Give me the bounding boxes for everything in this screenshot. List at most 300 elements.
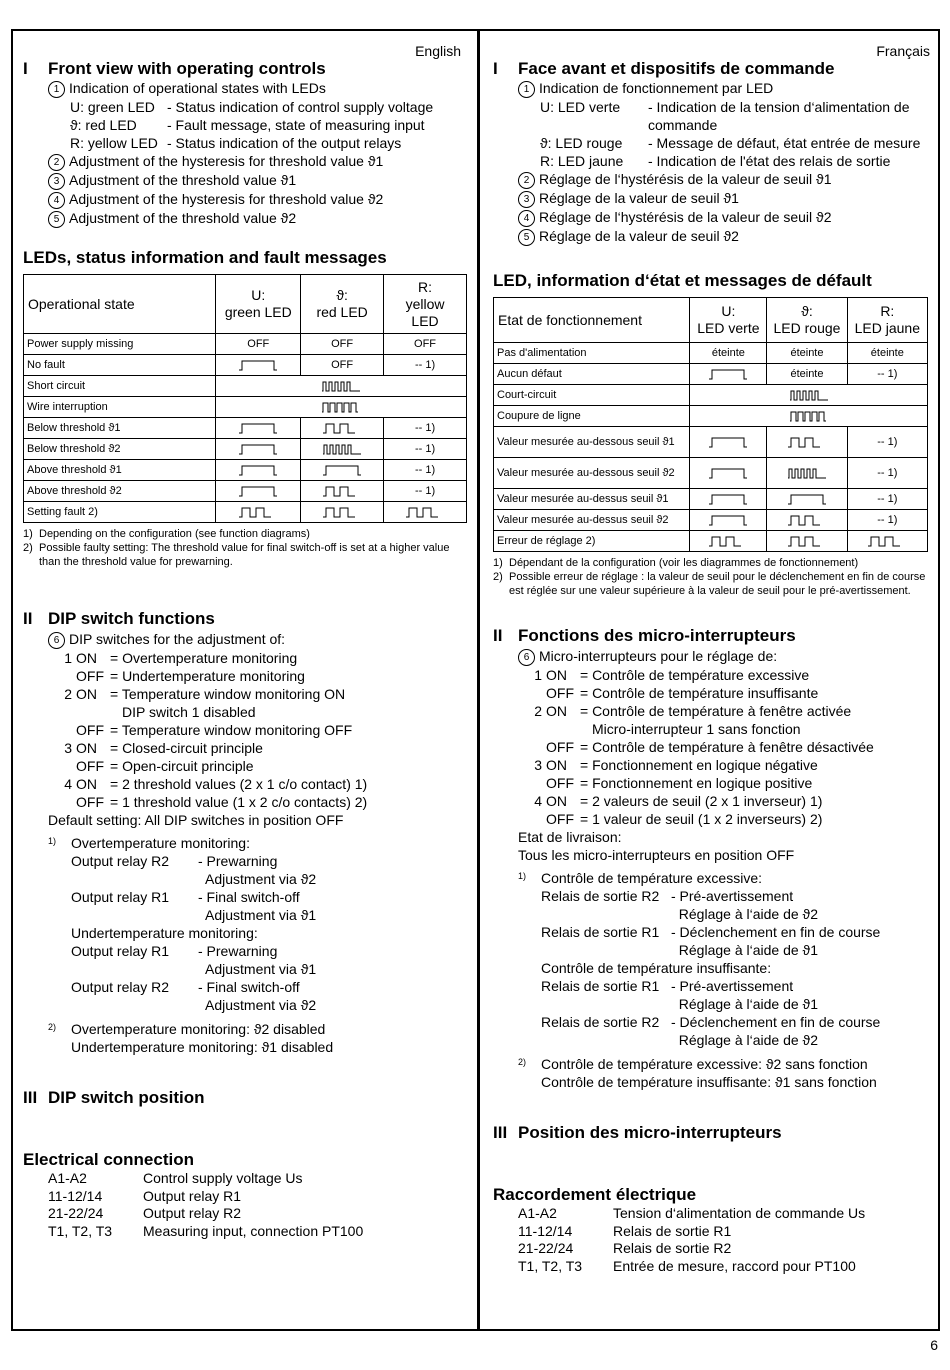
item-number-badge: 6 [518,649,535,666]
dip-state: ON [546,667,567,683]
note-text: Overtemperature monitoring: ϑ2 disabled [71,1021,326,1037]
table-row [24,418,467,439]
combined-led-cell [690,406,928,427]
footnote [23,527,467,541]
dip-number: 3 [534,757,542,773]
dip-meaning: = Contrôle de température excessive [580,667,810,683]
item-text: Réglage de l‘hystérésis de la valeur de seuil ϑ1 [539,171,832,187]
note-2-line: Contrôle de température insuffisante: ϑ1 sans fonction [541,1074,877,1090]
led-status-table [493,297,928,552]
dip-state: ON [546,757,567,773]
terminal-function: Control supply voltage Us [143,1170,303,1186]
control-item [493,189,928,208]
terminal-id: 21-22/24 [48,1205,104,1221]
led-legend-row [23,116,467,134]
item-number-badge: 3 [48,173,65,190]
dip-switch-row [493,720,928,738]
section-1-title [493,59,928,79]
led-state-cell: -- 1) [384,481,467,502]
table-header-row [24,275,467,334]
item-number-badge: 2 [48,154,65,171]
led-signal-on-icon [238,422,278,434]
relay-function: Adjustment via ϑ1 [198,961,317,977]
table-header-cell: Etat de fonctionnement [494,298,690,343]
section-title-text: Face avant et dispositifs de commande [518,59,835,78]
led-signal-on-icon [708,467,748,479]
relay-name: Output relay R1 [71,889,170,905]
item-text: Adjustment of the hysteresis for threshold value ϑ2 [69,191,384,207]
terminal-id: 11-12/14 [518,1222,573,1239]
state-label-cell: Below threshold ϑ2 [24,439,216,460]
dip-meaning: = Fonctionnement en logique positive [580,775,813,791]
item-number-badge: 5 [518,229,535,246]
relay-row [493,905,928,923]
page-number: 6 [930,1337,938,1353]
led-signal-blink-icon [867,535,907,547]
footnote-text: Depending on the configuration (see function diagrams) [39,528,310,540]
led-state-cell: -- 1) [384,439,467,460]
dip-intro [23,630,467,649]
terminal-function: Relais de sortie R1 [613,1222,732,1239]
table-row [494,531,928,552]
state-label-cell: Pas d'alimentation [494,343,690,364]
table-header-cell: R: LED jaune [847,298,927,343]
control-item [493,170,928,189]
led-signal-fast-icon [322,443,362,455]
state-label-cell: Aucun défaut [494,364,690,385]
dip-state [546,720,580,738]
table-footnotes [23,527,467,569]
relay-row [23,906,467,924]
relay-name: Output relay R2 [71,979,170,995]
relay-row [23,870,467,888]
relay-name [541,941,671,959]
dip-number [518,684,546,702]
relay-name [541,905,671,923]
led-state-cell: OFF [301,334,384,355]
led-signal-fast-icon [321,380,361,392]
led-state-cell [216,460,301,481]
relay-function: - Prewarning [198,943,278,959]
terminal-row [493,1205,928,1223]
relay-function: - Prewarning [198,853,278,869]
led-state-cell [216,502,301,523]
dip-switch-row [493,792,928,810]
relay-row [23,852,467,870]
dip-switch-row [23,739,467,757]
relay-function: Réglage à l‘aide de ϑ2 [671,906,818,922]
led-state-cell: OFF [216,334,301,355]
section-title-text: Fonctions des micro-interrupteurs [518,626,796,645]
item-text: Adjustment of the hysteresis for threshold value ϑ1 [69,153,384,169]
led-signal-on-icon [238,443,278,455]
led-signal-blink-icon [787,514,827,526]
note-2 [493,1053,928,1073]
terminal-id: 11-12/14 [48,1187,103,1204]
led-state-cell [767,458,847,489]
led-state-cell: -- 1) [847,458,927,489]
language-label: Français [876,43,930,59]
note-text: Contrôle de température excessive: ϑ2 sans fonction [541,1056,868,1072]
dip-switch-row [23,775,467,793]
state-label-cell: Erreur de réglage 2) [494,531,690,552]
table-header-cell: R: yellow LED [384,275,467,334]
relay-row [23,978,467,996]
relay-name [541,995,671,1013]
led-signal-on-icon [708,493,748,505]
relay-function: - Final switch-off [198,979,300,995]
led-signal-on-icon [238,485,278,497]
dip-number [48,757,76,775]
relay-row [23,960,467,978]
led-state-cell [301,460,384,481]
dip-number [48,721,76,739]
item-number-badge: 3 [518,191,535,208]
item-number-badge: 6 [48,632,65,649]
led-description: - Status indication of control supply voltage [167,99,434,115]
dip-number: 4 [64,776,72,792]
table-header-cell: ϑ: red LED [301,275,384,334]
led-state-cell [216,481,301,502]
led-state-cell: -- 1) [847,427,927,458]
dip-meaning: = Open-circuit principle [110,758,254,774]
dip-switch-row [23,793,467,811]
dip-state: ON [546,793,567,809]
dip-switch-row [493,810,928,828]
default-setting: Default setting: All DIP switches in position OFF [48,812,344,828]
terminal-id: A1-A2 [518,1205,557,1221]
state-label-cell: Above threshold ϑ2 [24,481,216,502]
table-row [24,460,467,481]
dip-switch-row [493,774,928,792]
led-signal-blink-icon [238,506,278,518]
note-1-subtitle: Contrôle de température insuffisante: [541,960,772,976]
dip-state: OFF [76,794,104,810]
table-header-cell: Operational state [24,275,216,334]
footnote-marker: 2) [518,1057,527,1067]
control-item [23,209,467,228]
dip-meaning: = Temperature window monitoring ON [110,686,346,702]
control-item [493,79,928,98]
state-label-cell: Above threshold ϑ1 [24,460,216,481]
table-row [494,458,928,489]
terminal-id: 21-22/24 [518,1240,574,1256]
state-label-cell: Below threshold ϑ1 [24,418,216,439]
led-state-cell [216,418,301,439]
terminal-id: T1, T2, T3 [48,1222,113,1239]
led-name: ϑ: red LED [70,117,137,133]
dip-number: 1 [64,650,72,666]
dip-intro-text: DIP switches for the adjustment of: [69,631,286,647]
control-item [23,171,467,190]
dip-state: OFF [546,685,574,701]
item-text: Adjustment of the threshold value ϑ2 [69,210,297,226]
table-row [494,406,928,427]
dip-switch-row [493,738,928,756]
footnote [493,570,928,598]
terminal-function: Measuring input, connection PT100 [143,1222,364,1239]
dip-number [518,738,546,756]
dip-number: 3 [64,740,72,756]
table-header-cell: U: LED verte [690,298,767,343]
dip-state: OFF [546,811,574,827]
led-signal-blink-icon [708,535,748,547]
relay-row [493,977,928,995]
footnote-text: Dépendant de la configuration (voir les diagrammes de fonctionnement) [509,557,859,569]
led-legend-row [23,98,467,116]
led-signal-on-icon [787,493,827,505]
led-state-cell [690,364,767,385]
led-name: U: green LED [70,99,155,115]
led-description: - Indication de la tension d‘alimentation de commande [648,99,910,133]
dip-switch-row [493,666,928,684]
terminal-function: Output relay R1 [143,1187,242,1204]
dip-meaning: = 1 threshold value (1 x 2 c/o contacts) 2) [110,794,368,810]
led-state-cell: -- 1) [384,460,467,481]
table-row [494,489,928,510]
relay-row [23,888,467,906]
led-state-cell: -- 1) [847,489,927,510]
terminal-id: A1-A2 [48,1170,87,1186]
terminal-row [493,1223,928,1241]
dip-meaning: = 2 valeurs de seuil (2 x 1 inverseur) 1) [580,793,823,809]
led-name: U: LED verte [540,99,621,115]
table-row [24,397,467,418]
dip-switch-row [493,684,928,702]
dip-state: ON [76,740,97,756]
relay-row [493,1013,928,1031]
led-signal-blink-icon [322,485,362,497]
led-state-cell: éteinte [767,364,847,385]
dip-state: OFF [76,758,104,774]
relay-function: - Final switch-off [198,889,300,905]
footnote-marker: 2) [48,1022,57,1032]
terminal-id: T1, T2, T3 [518,1257,583,1274]
relay-function: - Pré-avertissement [671,978,794,994]
table-row [24,502,467,523]
default-setting: Etat de livraison: [518,829,622,845]
section-2-title [493,626,928,646]
led-state-cell [767,427,847,458]
led-description: - Message de défaut, état entrée de mesure [648,135,921,151]
dip-meaning: = Fonctionnement en logique négative [580,757,818,773]
dip-meaning: = Overtemperature monitoring [110,650,298,666]
state-label-cell: Valeur mesurée au-dessous seuil ϑ2 [494,458,690,489]
relay-row [493,995,928,1013]
state-label-cell: Valeur mesurée au-dessus seuil ϑ2 [494,510,690,531]
dip-number [518,774,546,792]
dip-number [48,703,76,721]
state-label-cell: Power supply missing [24,334,216,355]
led-state-cell: OFF [384,334,467,355]
relay-name [541,1031,671,1049]
led-state-cell [301,502,384,523]
dip-switch-row [23,703,467,721]
item-number-badge: 4 [48,192,65,209]
dip-state: OFF [546,739,574,755]
led-signal-fast-icon [789,389,829,401]
relay-name [71,960,198,978]
dip-number: 2 [64,686,72,702]
led-signal-on-icon [238,464,278,476]
dip-meaning: = Contrôle de température insuffisante [580,685,819,701]
led-state-cell: -- 1) [384,418,467,439]
connection-title: Electrical connection [23,1150,194,1169]
table-header-row [494,298,928,343]
led-state-cell [690,489,767,510]
dip-number [518,720,546,738]
led-state-cell: éteinte [690,343,767,364]
relay-name: Output relay R2 [71,853,170,869]
table-row [494,427,928,458]
state-label-cell: Short circuit [24,376,216,397]
table-row [24,439,467,460]
relay-row [493,887,928,905]
item-text: Indication of operational states with LEDs [69,80,326,96]
led-name: R: yellow LED [70,135,158,151]
terminal-function: Output relay R2 [143,1205,242,1221]
relay-function: - Pré-avertissement [671,888,794,904]
led-state-cell [767,510,847,531]
terminal-function: Tension d‘alimentation de commande Us [613,1205,866,1221]
section-2-title [23,609,467,629]
led-state-cell [690,510,767,531]
led-signal-blink-icon [322,506,362,518]
led-state-cell: OFF [301,355,384,376]
dip-number: 4 [534,793,542,809]
relay-name: Relais de sortie R2 [541,888,660,904]
state-label-cell: Wire interruption [24,397,216,418]
note-text: Overtemperature monitoring: [71,835,250,851]
section-1-title [23,59,467,79]
dip-state [76,703,110,721]
led-signal-blink-icon [787,535,827,547]
dip-meaning: = Contrôle de température à fenêtre activée [580,703,852,719]
note-2 [23,1018,467,1038]
led-description: - Status indication of the output relays [167,135,402,151]
section-title-text: DIP switch position [48,1088,205,1107]
relay-function: Réglage à l‘aide de ϑ1 [671,996,818,1012]
relay-row [493,923,928,941]
control-item [23,79,467,98]
relay-name: Relais de sortie R2 [541,1014,660,1030]
led-signal-blink-icon [322,422,362,434]
dip-state: ON [76,686,97,702]
column-divider [477,29,480,1331]
led-description: - Fault message, state of measuring input [167,117,425,133]
led-state-cell [216,439,301,460]
footnote-marker: 2) [493,571,503,583]
section-number: I [23,59,28,78]
state-label-cell: Setting fault 2) [24,502,216,523]
footnote [23,541,467,569]
dip-state: OFF [546,775,574,791]
note-text: Contrôle de température excessive: [541,870,762,886]
relay-function: Réglage à l‘aide de ϑ2 [671,1032,818,1048]
led-state-cell [301,439,384,460]
dip-meaning: = Undertemperature monitoring [110,668,305,684]
note-1-subtitle: Undertemperature monitoring: [71,925,258,941]
dip-intro [493,647,928,666]
table-row [24,334,467,355]
table-header-cell: ϑ: LED rouge [767,298,847,343]
led-state-cell [301,418,384,439]
footnote-marker: 2) [23,542,33,554]
table-row [494,343,928,364]
led-state-cell [690,531,767,552]
state-label-cell: Valeur mesurée au-dessous seuil ϑ1 [494,427,690,458]
section-title-text: Front view with operating controls [48,59,326,78]
control-item [493,208,928,227]
relay-function: Adjustment via ϑ2 [198,997,317,1013]
terminal-row [23,1170,467,1188]
dip-meaning: = 2 threshold values (2 x 1 c/o contact) 1) [110,776,368,792]
led-state-cell: éteinte [847,343,927,364]
table-footnotes [493,556,928,598]
dip-switch-row [23,721,467,739]
led-state-cell [847,531,927,552]
french-column [481,29,938,1329]
english-column [13,29,477,1329]
led-signal-on-icon [708,514,748,526]
led-state-cell [767,489,847,510]
table-header-cell: U: green LED [216,275,301,334]
footnote-marker: 1) [518,871,527,881]
relay-function: Adjustment via ϑ2 [198,871,317,887]
control-item [23,152,467,171]
item-number-badge: 1 [48,81,65,98]
section-3-title [23,1088,467,1108]
dip-state: ON [76,776,97,792]
led-state-cell [384,502,467,523]
dip-number [518,810,546,828]
relay-row [23,942,467,960]
section-title-text: Position des micro-interrupteurs [518,1123,782,1142]
relay-name: Relais de sortie R1 [541,978,660,994]
terminal-row [23,1188,467,1206]
item-number-badge: 1 [518,81,535,98]
dip-state: OFF [76,668,104,684]
led-state-cell [767,531,847,552]
relay-name [71,906,198,924]
dip-meaning: = Temperature window monitoring OFF [110,722,353,738]
item-number-badge: 2 [518,172,535,189]
relay-name [71,870,198,888]
state-label-cell: Coupure de ligne [494,406,690,427]
default-setting-detail: Tous les micro-interrupteurs en position OFF [518,847,795,863]
relay-name [71,996,198,1014]
relay-row [493,941,928,959]
footnote-text: Possible faulty setting: The threshold value for final switch-off is set at a higher value than the threshold value for prewarning. [39,542,450,568]
led-name: ϑ: LED rouge [540,135,623,151]
relay-function: - Déclenchement en fin de course [671,1014,881,1030]
led-state-cell [301,481,384,502]
led-signal-blink-icon [787,436,827,448]
relay-function: Adjustment via ϑ1 [198,907,317,923]
relay-function: Réglage à l‘aide de ϑ1 [671,942,818,958]
dip-switch-row [23,685,467,703]
relay-function: - Déclenchement en fin de course [671,924,881,940]
footnote [493,556,928,570]
led-legend-row [493,152,928,170]
state-label-cell: Court-circuit [494,385,690,406]
terminal-row [23,1223,467,1241]
dip-switch-row [23,757,467,775]
relay-row [493,1031,928,1049]
section-title-text: DIP switch functions [48,609,215,628]
led-legend-row [493,98,928,134]
item-text: Adjustment of the threshold value ϑ1 [69,172,297,188]
